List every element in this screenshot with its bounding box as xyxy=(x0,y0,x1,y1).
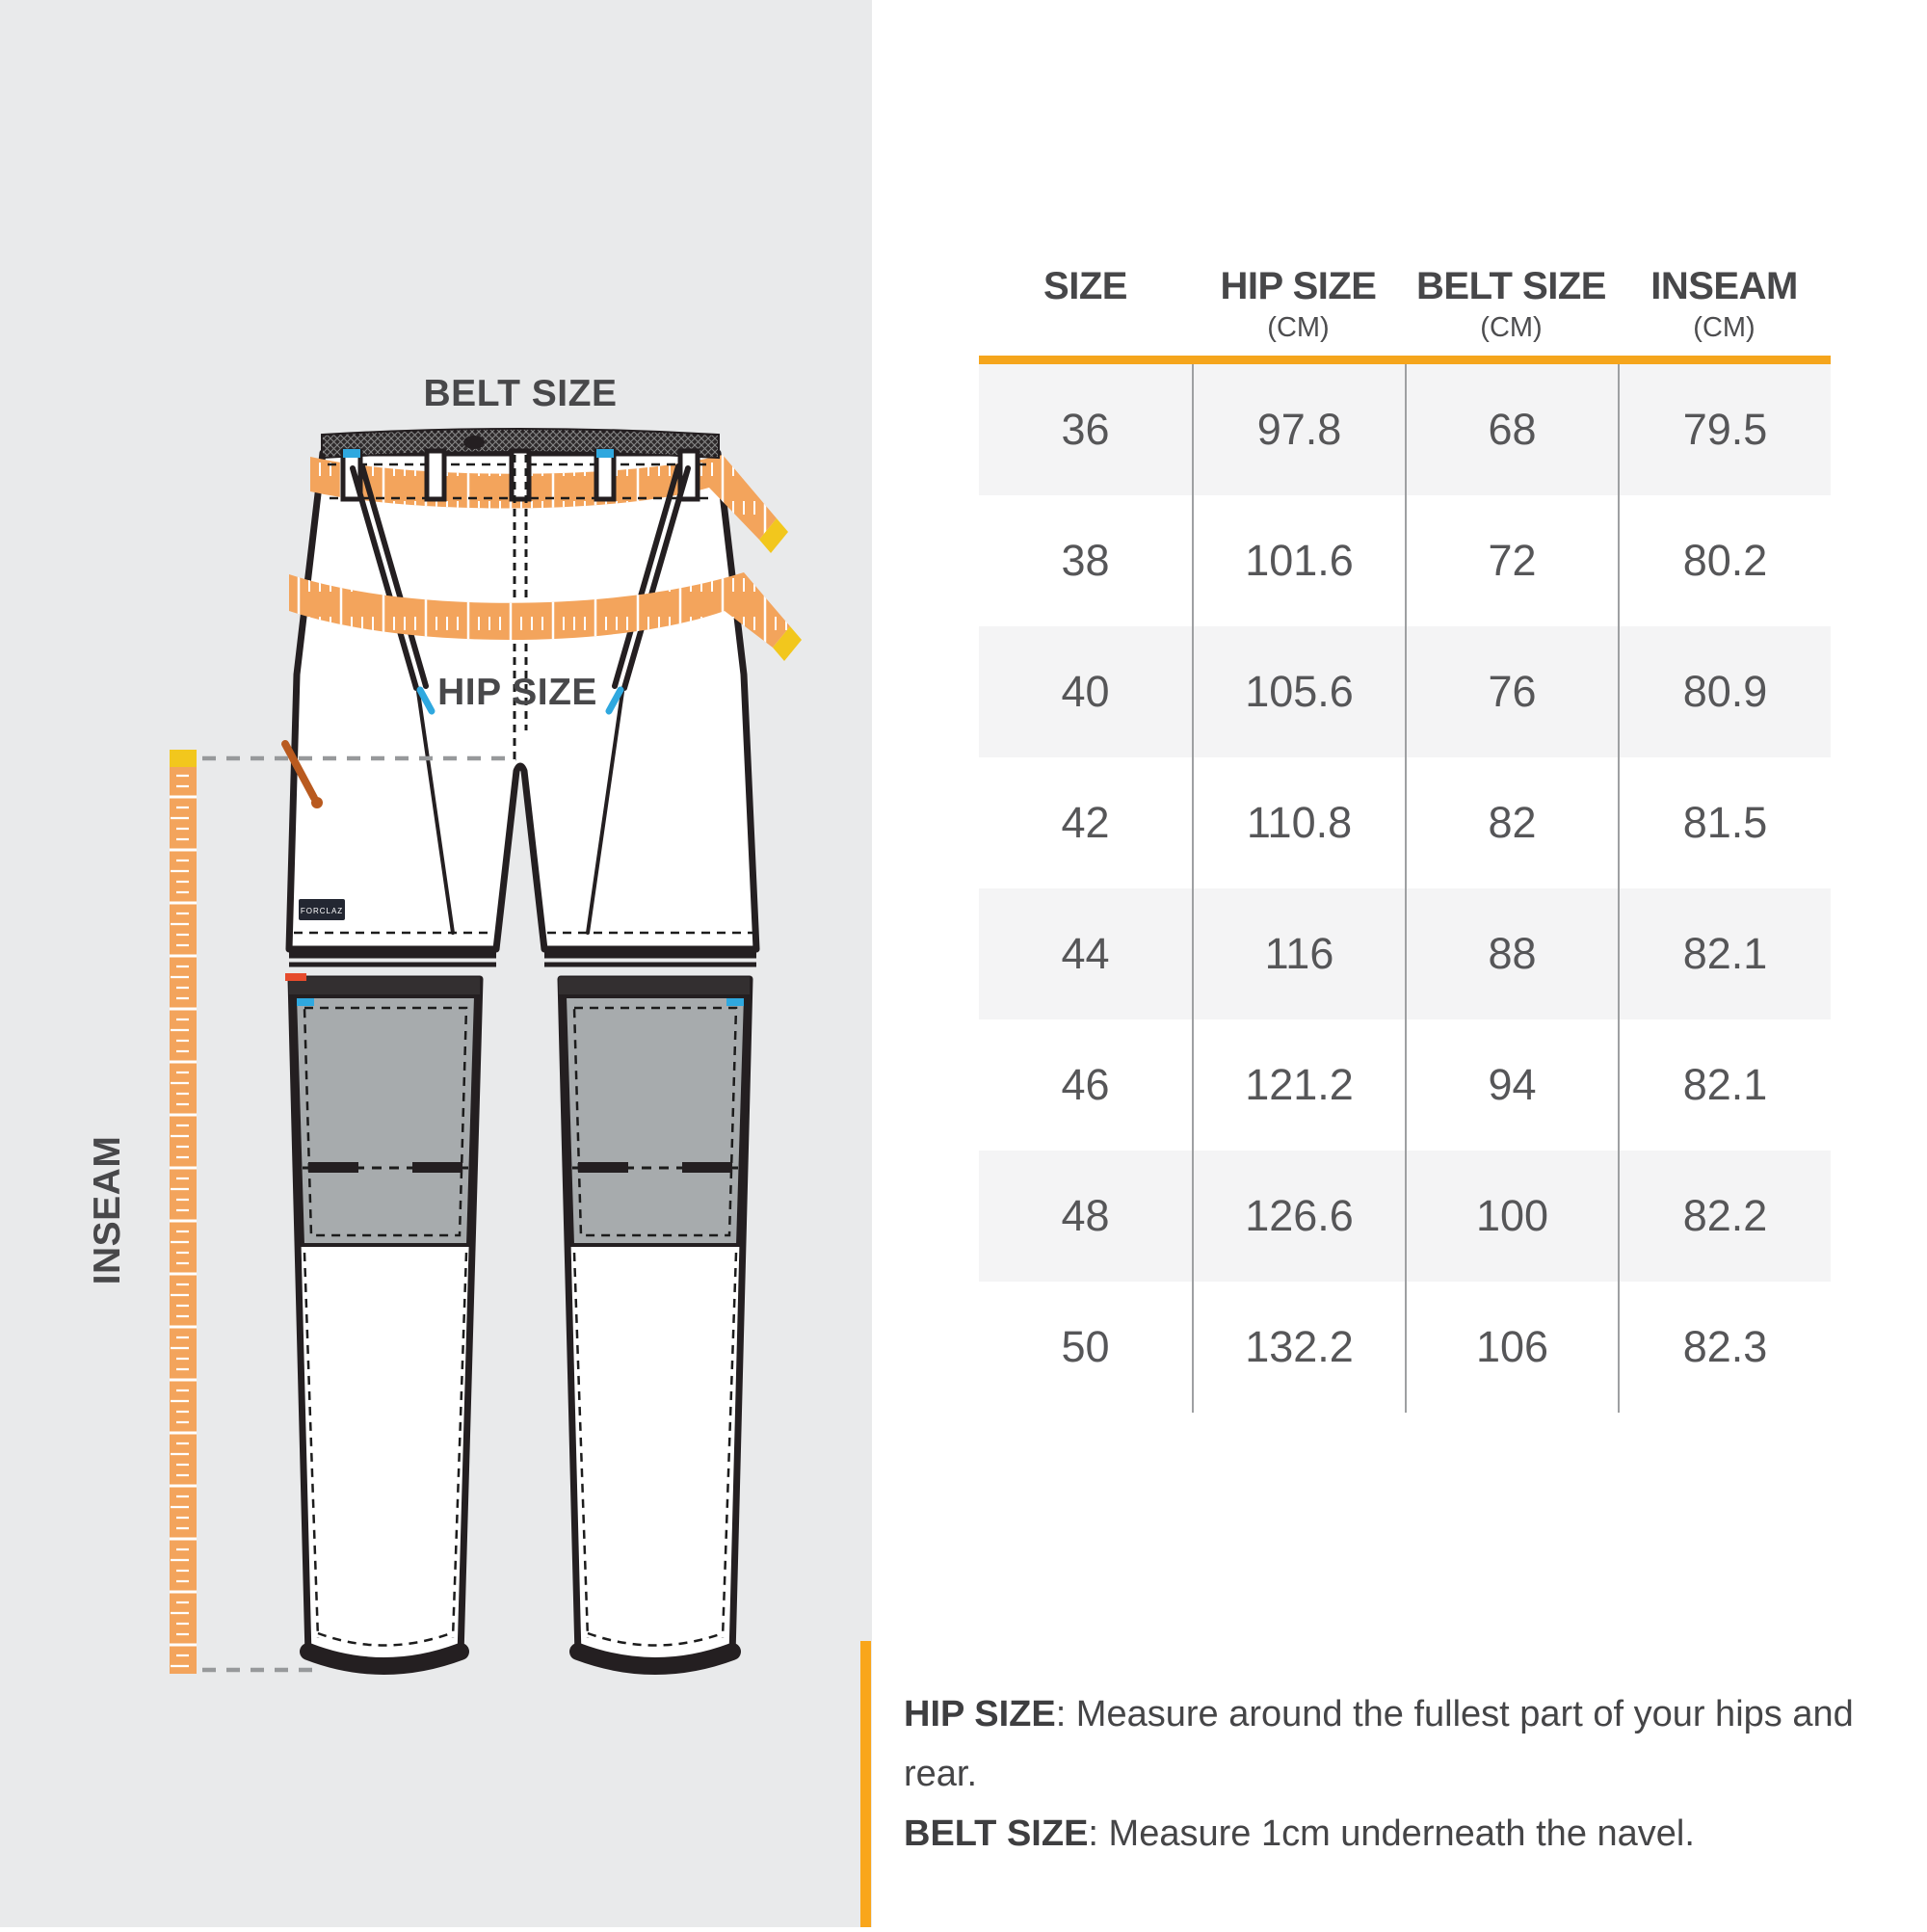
hip-size-label: HIP SIZE xyxy=(437,672,597,713)
knee-zip-pull xyxy=(412,1162,462,1173)
table-row xyxy=(979,888,1831,1019)
table-cell: 82.2 xyxy=(1618,1151,1831,1282)
table-cell: 97.8 xyxy=(1192,364,1405,495)
table-cell: 82 xyxy=(1405,757,1618,888)
table-cell: 81.5 xyxy=(1618,757,1831,888)
knee-zip-pull xyxy=(308,1162,358,1173)
blue-accent xyxy=(297,998,314,1006)
brand-patch xyxy=(299,899,345,920)
lower-legs xyxy=(285,973,750,1670)
inseam-label: INSEAM xyxy=(87,1135,128,1285)
table-row xyxy=(979,1282,1831,1413)
knee-zip-pull xyxy=(578,1162,628,1173)
table-row xyxy=(979,495,1831,626)
table-cell: 50 xyxy=(1061,1322,1110,1371)
inseam-ruler-icon xyxy=(170,750,197,1674)
column-header-inseam: INSEAM (CM) xyxy=(1650,265,1798,343)
table-cell: 76 xyxy=(1405,626,1618,757)
table-cell: 106 xyxy=(1405,1282,1618,1413)
column-header-belt-size: BELT SIZE (CM) xyxy=(1416,265,1606,343)
measuring-notes xyxy=(904,1684,1927,1864)
column-header-hip-size: HIP SIZE (CM) xyxy=(1220,265,1377,343)
table-cell: 42 xyxy=(1061,798,1110,847)
pants-size-diagram xyxy=(0,0,872,1927)
table-cell: 82.1 xyxy=(1618,888,1831,1019)
table-cell: 94 xyxy=(1405,1019,1618,1151)
table-cell: 110.8 xyxy=(1192,757,1405,888)
table-cell: 40 xyxy=(1061,667,1110,716)
table-row xyxy=(979,1151,1831,1282)
table-cell: 38 xyxy=(1061,536,1110,585)
table-cell: 100 xyxy=(1405,1151,1618,1282)
table-cell: 116 xyxy=(1192,888,1405,1019)
orange-divider-bar xyxy=(860,1641,871,1927)
table-cell: 79.5 xyxy=(1618,364,1831,495)
table-cell: 88 xyxy=(1405,888,1618,1019)
belt-size-note: BELT SIZE: Measure 1cm underneath the navel. xyxy=(904,1813,1695,1854)
table-cell: 126.6 xyxy=(1192,1151,1405,1282)
red-accent xyxy=(285,973,306,981)
table-cell: 46 xyxy=(1061,1060,1110,1109)
table-cell: 80.9 xyxy=(1618,626,1831,757)
table-cell: 105.6 xyxy=(1192,626,1405,757)
belt-size-label: BELT SIZE xyxy=(423,373,618,414)
table-cell: 68 xyxy=(1405,364,1618,495)
table-cell: 101.6 xyxy=(1192,495,1405,626)
blue-accent xyxy=(726,998,744,1006)
blue-loop-accent xyxy=(596,449,614,458)
svg-text:FORCLAZ: FORCLAZ xyxy=(300,907,344,915)
table-row xyxy=(979,757,1831,888)
table-cell: 44 xyxy=(1061,929,1110,978)
table-cell: 36 xyxy=(1061,405,1110,454)
knee-zip-pull xyxy=(682,1162,732,1173)
table-cell: 72 xyxy=(1405,495,1618,626)
column-header-size: SIZE xyxy=(1043,265,1127,307)
table-cell: 82.3 xyxy=(1618,1282,1831,1413)
table-cell: 132.2 xyxy=(1192,1282,1405,1413)
table-row xyxy=(979,626,1831,757)
table-row xyxy=(979,1019,1831,1151)
table-cell: 80.2 xyxy=(1618,495,1831,626)
illustration-panel xyxy=(0,0,872,1927)
table-body xyxy=(979,364,1831,1413)
table-row xyxy=(979,364,1831,495)
knee-zip-panel-left xyxy=(295,996,476,1245)
knee-zip-panel-right xyxy=(565,996,746,1245)
table-cell: 82.1 xyxy=(1618,1019,1831,1151)
hip-size-note: HIP SIZE: Measure around the fullest part of your hips and rear. xyxy=(904,1694,1854,1794)
waist-button-icon xyxy=(463,436,485,449)
table-header xyxy=(979,264,1831,364)
blue-loop-accent xyxy=(343,449,360,458)
table-cell: 121.2 xyxy=(1192,1019,1405,1151)
table-cell: 48 xyxy=(1061,1191,1110,1240)
size-table xyxy=(979,264,1831,1413)
